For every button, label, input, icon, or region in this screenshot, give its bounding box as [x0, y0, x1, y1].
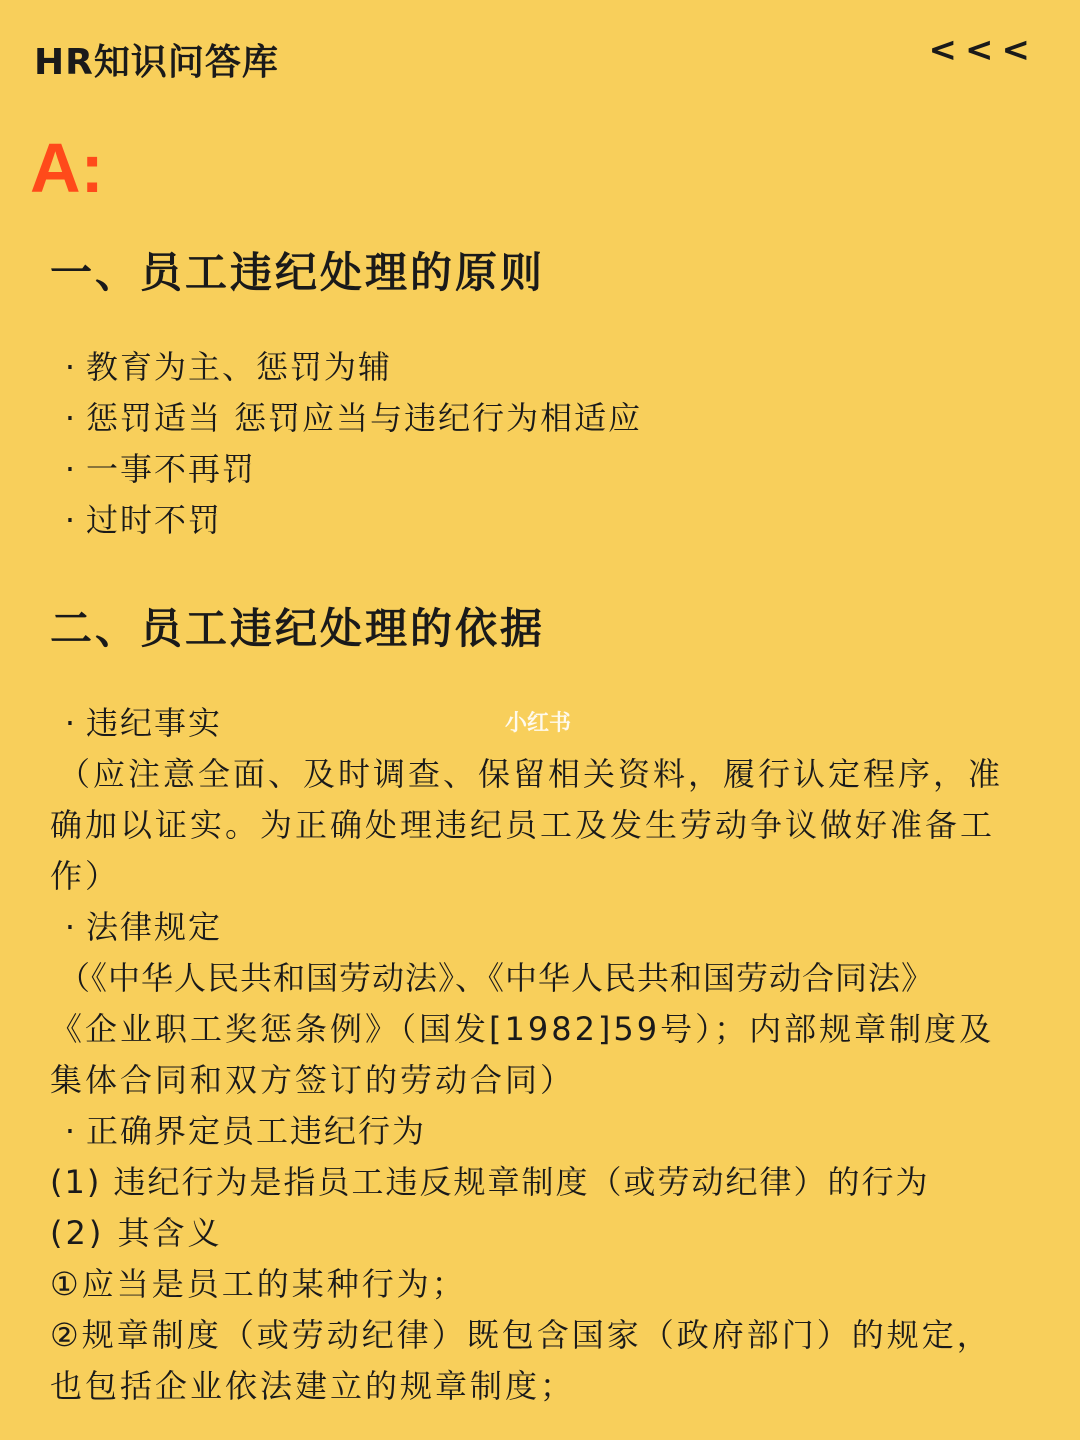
- answer-label: A:: [30, 129, 104, 207]
- section1-item-text: 教育为主、惩罚为辅: [86, 348, 393, 386]
- section1-item: [56, 444, 256, 490]
- section1-item: [56, 342, 392, 388]
- bullet-dot-icon: ·: [64, 501, 78, 539]
- detail-line: (2) 其含义: [50, 1214, 223, 1252]
- detail-line: (1) 违纪行为是指员工违反规章制度（或劳动纪律）的行为: [50, 1163, 930, 1201]
- bullet-dot-icon: ·: [64, 348, 78, 386]
- section1-item-text: 一事不再罚: [86, 450, 257, 488]
- page-header-title: HR知识问答库: [34, 42, 279, 83]
- bullet-dot-icon: ·: [64, 908, 78, 946]
- section2-bullet-text: 正确界定员工违纪行为: [86, 1112, 427, 1150]
- section2-bullet: [56, 902, 222, 948]
- section2-bullet-text: 法律规定: [86, 908, 223, 946]
- detail-line: （《中华人民共和国劳动法》、《中华人民共和国劳动合同法》: [58, 959, 935, 997]
- bullet-dot-icon: ·: [64, 704, 78, 742]
- back-arrows-icon[interactable]: <<<: [928, 30, 1038, 70]
- section1-item-text: 惩罚适当 惩罚应当与违纪行为相适应: [86, 399, 643, 437]
- bullet-dot-icon: ·: [64, 450, 78, 488]
- section2-bullet: [56, 1106, 426, 1152]
- detail-line: 也包括企业依法建立的规章制度；: [50, 1367, 576, 1405]
- section2-heading: 二、员工违纪处理的依据: [50, 604, 546, 653]
- detail-line: ①应当是员工的某种行为；: [50, 1265, 467, 1303]
- detail-line: （应注意全面、及时调查、保留相关资料，履行认定程序，准: [58, 755, 1004, 793]
- section1-heading: 一、员工违纪处理的原则: [50, 248, 546, 297]
- section2-bullet-text: 违纪事实: [86, 704, 223, 742]
- detail-line: 确加以证实。为正确处理违纪员工及发生劳动争议做好准备工: [50, 806, 996, 844]
- bullet-dot-icon: ·: [64, 399, 78, 437]
- detail-line: ②规章制度（或劳动纪律）既包含国家（政府部门）的规定，: [50, 1316, 992, 1354]
- watermark-logo: 小红书: [505, 711, 572, 736]
- bullet-dot-icon: ·: [64, 1112, 78, 1150]
- section1-item: [56, 393, 642, 439]
- section1-item-text: 过时不罚: [86, 501, 223, 539]
- detail-line: 《企业职工奖惩条例》（国发[1982]59号）；内部规章制度及: [50, 1010, 995, 1048]
- section1-item: [56, 495, 222, 541]
- detail-line: 集体合同和双方签订的劳动合同）: [50, 1061, 576, 1099]
- section2-bullet: [56, 698, 222, 744]
- detail-line: 作）: [50, 857, 121, 895]
